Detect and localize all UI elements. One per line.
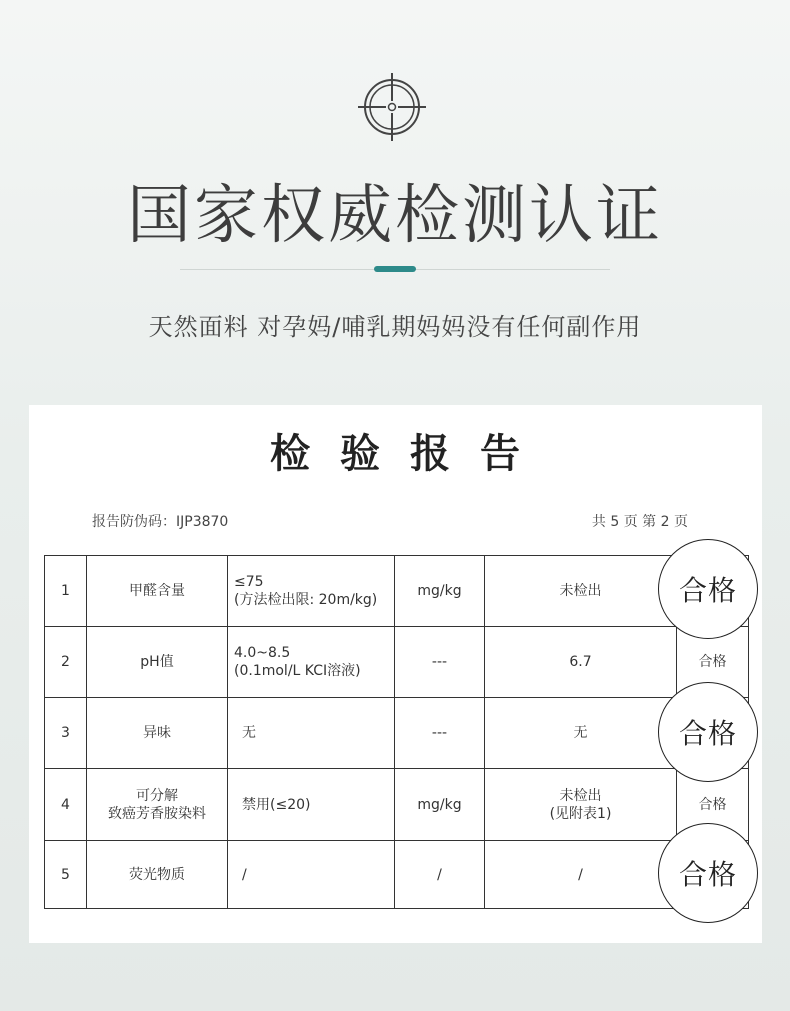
result-cell: 6.7	[485, 627, 677, 698]
standard-value: 4.0~8.5	[234, 645, 291, 661]
result-cell: 未检出	[485, 556, 677, 627]
standard-value: 无	[242, 725, 256, 741]
test-item-label: 甲醛含量	[129, 583, 185, 599]
test-item	[87, 769, 228, 841]
standard-cell	[228, 769, 395, 841]
row-number: 4	[45, 769, 87, 841]
unit-cell: mg/kg	[395, 769, 485, 841]
result-note: (见附表1)	[549, 805, 612, 822]
test-item-label: 可分解	[136, 787, 178, 804]
standard-value: /	[242, 866, 247, 883]
pass-stamp: 合格	[658, 823, 758, 923]
standard-value: 禁用(≤20)	[242, 796, 311, 813]
unit-cell: /	[395, 841, 485, 909]
test-item-label-line2: 致癌芳香胺染料	[108, 805, 206, 822]
result-cell: 无	[485, 698, 677, 769]
test-item	[87, 556, 228, 627]
row-number: 1	[45, 556, 87, 627]
test-item	[87, 698, 228, 769]
result-value: 未检出	[559, 787, 602, 804]
test-item	[87, 841, 228, 909]
pass-stamp: 合格	[658, 539, 758, 639]
table-row	[45, 556, 749, 627]
unit-cell: ---	[395, 698, 485, 769]
page-title: 国家权威检测认证	[127, 179, 663, 253]
title-divider-accent	[374, 266, 416, 272]
standard-cell	[228, 556, 395, 627]
test-item-label: pH值	[140, 654, 174, 670]
table-row	[45, 769, 749, 841]
unit-cell: mg/kg	[395, 556, 485, 627]
unit-cell: ---	[395, 627, 485, 698]
report-code: 报告防伪码：IJP3870	[92, 514, 229, 530]
standard-note: (方法检出限: 20m/kg)	[234, 592, 378, 608]
standard-cell	[228, 627, 395, 698]
test-item	[87, 627, 228, 698]
report-page-info: 共 5 页 第 2 页	[591, 514, 688, 530]
test-item-label: 异味	[143, 725, 171, 741]
standard-cell	[228, 841, 395, 909]
row-number: 5	[45, 841, 87, 909]
report-table	[44, 555, 749, 909]
result-cell: /	[485, 841, 677, 909]
row-number: 3	[45, 698, 87, 769]
result-cell	[485, 769, 677, 841]
report-title: 检验报告	[270, 431, 550, 477]
row-number: 2	[45, 627, 87, 698]
standard-cell	[228, 698, 395, 769]
page-subtitle: 天然面料 对孕妈/哺乳期妈妈没有任何副作用	[148, 313, 642, 341]
standard-value: ≤75	[234, 574, 264, 590]
test-item-label: 荧光物质	[129, 866, 185, 883]
pass-stamp: 合格	[658, 682, 758, 782]
table-row	[45, 698, 749, 769]
table-row	[45, 627, 749, 698]
table-row	[45, 841, 749, 909]
crosshair-icon	[358, 73, 426, 141]
standard-note: (0.1mol/L KCI溶液)	[234, 663, 361, 679]
verdict-cell: 合格	[677, 627, 749, 698]
verdict-cell: 合格	[677, 769, 749, 841]
